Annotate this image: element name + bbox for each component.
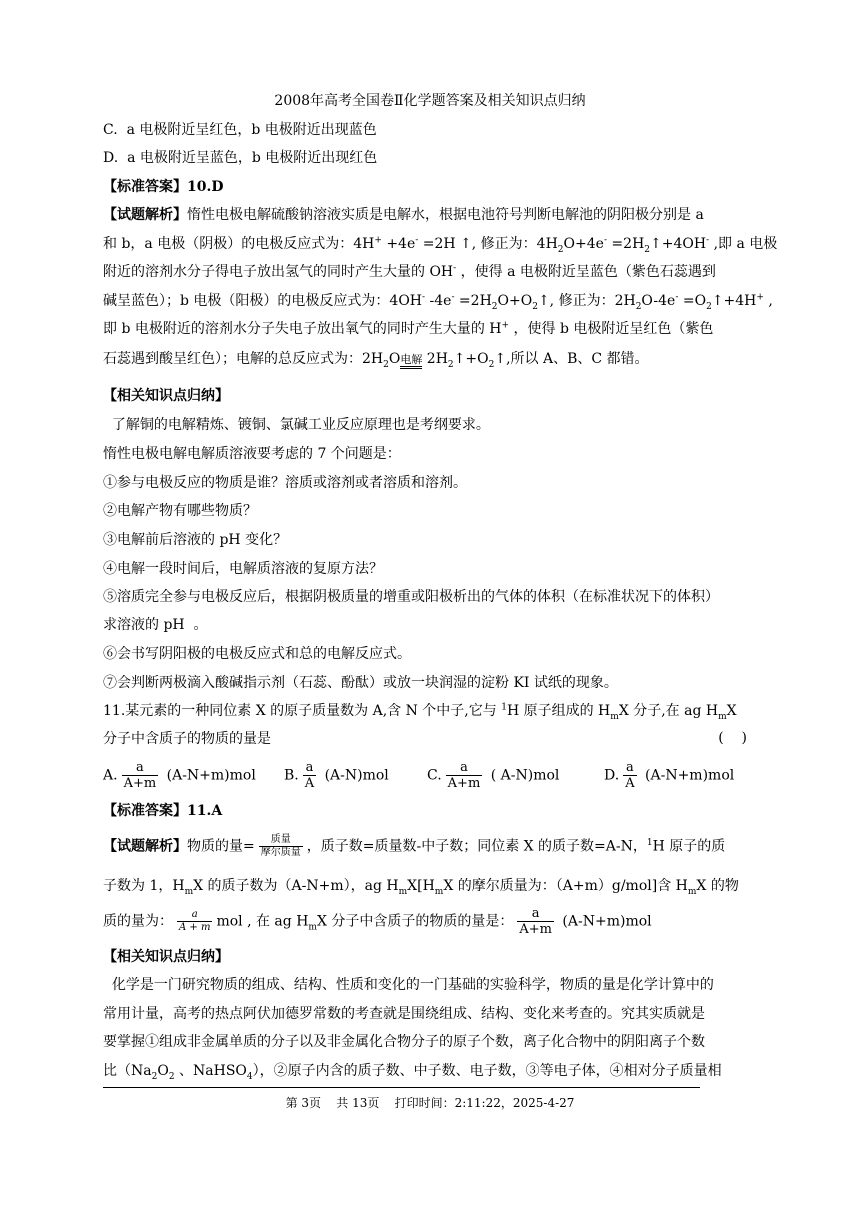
text: -4e — [425, 293, 452, 309]
q11-option-a — [103, 760, 256, 791]
sup: - — [451, 292, 455, 303]
sup: - — [603, 235, 607, 246]
sup: - — [415, 235, 419, 246]
sub: m — [308, 922, 317, 933]
sub: m — [610, 711, 619, 722]
q11-knowledge-2: 常用计量，高考的热点阿伏加德罗常数的考查就是围绕组成、结构、变化来考查的。究其实质就是 — [103, 1006, 705, 1022]
text: (A-N+m)mol — [557, 913, 652, 930]
option-label: A. — [103, 767, 118, 784]
analysis-text: 惰性电极电解硫酸钠溶液实质是电解水，根据电池符号判断电解池的阴阳极分别是 a — [187, 207, 704, 223]
text: O+O — [497, 293, 533, 309]
text: 比（Na — [103, 1063, 152, 1079]
text: 、NaHSO — [174, 1063, 247, 1079]
text: O-4e — [641, 293, 676, 309]
text: O+4e — [563, 236, 604, 252]
footer-divider — [103, 1087, 700, 1088]
numerator: 质量 — [259, 834, 303, 847]
text: mol , 在 ag H — [216, 913, 309, 930]
option-text: (A-N)mol — [320, 767, 389, 784]
option-text: (A-N+m)mol — [640, 767, 735, 784]
q10-option-c: C. a 电极附近呈红色，b 电极附近出现蓝色 — [103, 122, 377, 138]
sub: 2 — [488, 359, 495, 370]
q11-knowledge-heading: 【相关知识点归纳】 — [103, 949, 229, 965]
text: 质的量为： — [103, 913, 173, 930]
sup: 1 — [646, 837, 653, 848]
text: 子数为 1，H — [103, 878, 185, 894]
fraction — [446, 760, 483, 791]
text: O — [388, 351, 401, 367]
text: X[H — [407, 878, 435, 894]
text: ↑+4OH — [650, 236, 707, 252]
text: X 分子中含质子的物质的量是： — [316, 913, 514, 930]
q10-knowledge-heading: 【相关知识点归纳】 — [103, 388, 229, 404]
sub: m — [398, 886, 408, 897]
sub: 2 — [706, 301, 712, 312]
sup: - — [675, 292, 679, 303]
q11-stem-line-2: 分子中含质子的物质的量是 — [103, 731, 271, 747]
sub: 2 — [532, 301, 538, 312]
q10-knowledge-7: ⑤溶质完全参与电极反应后，根据阴极质量的增重或阳极析出的气体的体积（在标准状况下的体积） — [103, 589, 719, 605]
text: =2H — [418, 236, 456, 252]
q11-stem-line-1 — [103, 702, 763, 720]
text: ,即 a 电极 — [709, 236, 778, 252]
q11-option-d — [604, 760, 734, 791]
numerator: a — [623, 760, 636, 776]
analysis-label: 【试题解析】 — [103, 838, 187, 855]
numerator: a — [517, 906, 554, 922]
fraction — [259, 834, 303, 859]
q10-knowledge-4: ②电解产物有哪些物质？ — [103, 503, 257, 519]
sup: - — [453, 263, 457, 274]
text: ，使得 a 电极附近呈蓝色（紫色石蕊遇到 — [456, 264, 716, 280]
sub: 2 — [557, 244, 564, 255]
text: ↑,所以 A、B、C 都错。 — [494, 351, 649, 367]
sup: + — [501, 320, 510, 331]
text: 即 b 电极附近的溶剂水分子失电子放出氧气的同时产生大量的 H — [103, 321, 502, 337]
q11-knowledge-4 — [103, 1062, 763, 1080]
sub: 2 — [635, 301, 642, 312]
denominator: A + m — [179, 922, 211, 933]
q10-option-d: D. a 电极附近呈蓝色，b 电极附近出现红色 — [103, 150, 378, 166]
text: ，使得 b 电极附近呈红色（紫色 — [509, 321, 714, 337]
text: X 分子,在 ag H — [618, 703, 719, 719]
sup: + — [374, 235, 382, 246]
numerator: a — [446, 760, 483, 776]
option-label: D. — [604, 767, 620, 784]
sub: 2 — [491, 301, 498, 312]
sub: 2 — [168, 1071, 175, 1082]
electrolysis-condition: 电解 — [400, 353, 422, 369]
denominator: A+m — [447, 776, 481, 791]
sub: 2 — [151, 1071, 158, 1082]
text: ，质子数=质量数-中子数；同位素 X 的质子数=A-N， — [306, 838, 647, 855]
answer-blank: ( ) — [718, 730, 747, 746]
sub: m — [434, 886, 444, 897]
text: ↑, 修正为：2H — [537, 293, 636, 309]
q10-analysis-line-1 — [103, 206, 763, 224]
q10-knowledge-5: ③电解前后溶液的 pH 变化？ — [103, 532, 288, 548]
fraction — [122, 760, 159, 791]
q10-knowledge-6: ④电解一段时间后，电解质溶液的复原方法？ — [103, 561, 383, 577]
analysis-label: 【试题解析】 — [103, 207, 187, 223]
q10-analysis-line-6 — [103, 350, 763, 369]
text: , — [763, 293, 773, 309]
sub: 4 — [246, 1071, 253, 1082]
denominator: A — [625, 776, 635, 791]
denominator: 摩尔质量 — [260, 847, 301, 858]
sup: + — [756, 292, 764, 303]
text: 2H — [422, 351, 448, 367]
denominator: A — [304, 776, 315, 791]
sub: m — [718, 711, 727, 722]
q10-knowledge-8: 求溶液的 pH 。 — [103, 617, 208, 633]
q10-analysis-line-4 — [103, 292, 773, 312]
fraction — [177, 909, 212, 934]
fraction — [623, 760, 636, 791]
text: H 原子组成的 H — [506, 703, 611, 719]
q11-analysis-line-1 — [103, 834, 763, 859]
option-text: (A-N+m)mol — [162, 767, 256, 784]
q10-analysis-line-2 — [103, 235, 778, 255]
numerator: a — [303, 760, 316, 776]
q11-analysis-line-3 — [103, 906, 763, 937]
denominator: A+m — [519, 922, 552, 937]
text: 碱呈蓝色）；b 电极（阳极）的电极反应式为：4OH — [103, 293, 423, 309]
text: 物质的量= — [187, 838, 255, 855]
q11-option-c — [427, 760, 559, 791]
page-header: 2008年高考全国卷Ⅱ化学题答案及相关知识点归纳 — [274, 93, 586, 109]
text: X 的摩尔质量为：（A+m）g/mol]含 H — [443, 878, 688, 894]
numerator: a — [177, 909, 212, 922]
text: ↑+4H — [711, 293, 757, 309]
option-label: B. — [284, 767, 299, 784]
sup: 1 — [501, 702, 507, 713]
q10-analysis-line-5 — [103, 320, 763, 338]
text: ），②原子内含的质子数、中子数、电子数，③等电子体，④相对分子质量相 — [252, 1063, 722, 1079]
text: O — [157, 1063, 169, 1079]
q10-answer: 【标准答案】10.D — [103, 179, 224, 195]
text: 附近的溶剂水分子得电子放出氢气的同时产生大量的 OH — [103, 264, 454, 280]
fraction — [303, 760, 316, 791]
q11-answer: 【标准答案】11.A — [103, 803, 223, 819]
text: X 的质子数为（A-N+m），ag H — [193, 878, 399, 894]
q10-knowledge-3: ①参与电极反应的物质是谁？溶质或溶剂或者溶质和溶剂。 — [103, 475, 467, 491]
q10-knowledge-9: ⑥会书写阴阳极的电极反应式和总的电解反应式。 — [103, 646, 411, 662]
text: H 原子的质 — [652, 838, 726, 855]
sub: 2 — [383, 359, 389, 370]
sub: m — [687, 886, 697, 897]
text: =2H — [606, 236, 645, 252]
q10-knowledge-2: 惰性电极电解电解质溶液要考虑的 7 个问题是： — [103, 446, 401, 462]
page-footer: 第 3页 共 13页 打印时间：2:11:22，2025-4-27 — [285, 1096, 575, 1110]
sub: 2 — [644, 244, 651, 255]
sup: - — [422, 292, 426, 303]
q10-knowledge-10: ⑦会判断两极滴入酸碱指示剂（石蕊、酚酞）或放一块润湿的淀粉 KI 试纸的现象。 — [103, 675, 618, 691]
q10-analysis-line-3 — [103, 263, 763, 281]
text: 和 b，a 电极（阴极）的电极反应式为：4H — [103, 236, 375, 252]
q10-knowledge-1: 了解铜的电解精炼、镀铜、氯碱工业反应原理也是考纲要求。 — [103, 417, 490, 433]
text: +4e — [381, 236, 416, 252]
text: 11.某元素的一种同位素 X 的原子质量数为 A,含 N 个中子,它与 — [103, 703, 502, 719]
option-text: ( A-N)mol — [486, 767, 560, 784]
text: =2H — [454, 293, 492, 309]
q11-knowledge-3: 要掌握①组成非金属单质的分子以及非金属化合物分子的原子个数，离子化合物中的阴阳离子个数 — [103, 1034, 705, 1050]
text: ↑, 修正为：4H — [455, 236, 558, 252]
option-label: C. — [427, 767, 442, 784]
sub: 2 — [447, 359, 454, 370]
text: =O — [678, 293, 707, 309]
sub: m — [184, 886, 194, 897]
denominator: A+m — [123, 776, 157, 791]
q11-analysis-line-2 — [103, 877, 763, 895]
text: 石蕊遇到酸呈红色）；电解的总反应式为：2H — [103, 351, 384, 367]
text: X 的物 — [696, 878, 739, 894]
text: ↑+O — [453, 351, 489, 367]
q11-option-b — [284, 760, 389, 791]
numerator: a — [122, 760, 159, 776]
text: X — [726, 703, 737, 719]
sup: - — [706, 235, 710, 246]
q11-knowledge-1: 化学是一门研究物质的组成、结构、性质和变化的一门基础的实验科学，物质的量是化学计算中的 — [103, 977, 714, 993]
fraction — [517, 906, 554, 937]
